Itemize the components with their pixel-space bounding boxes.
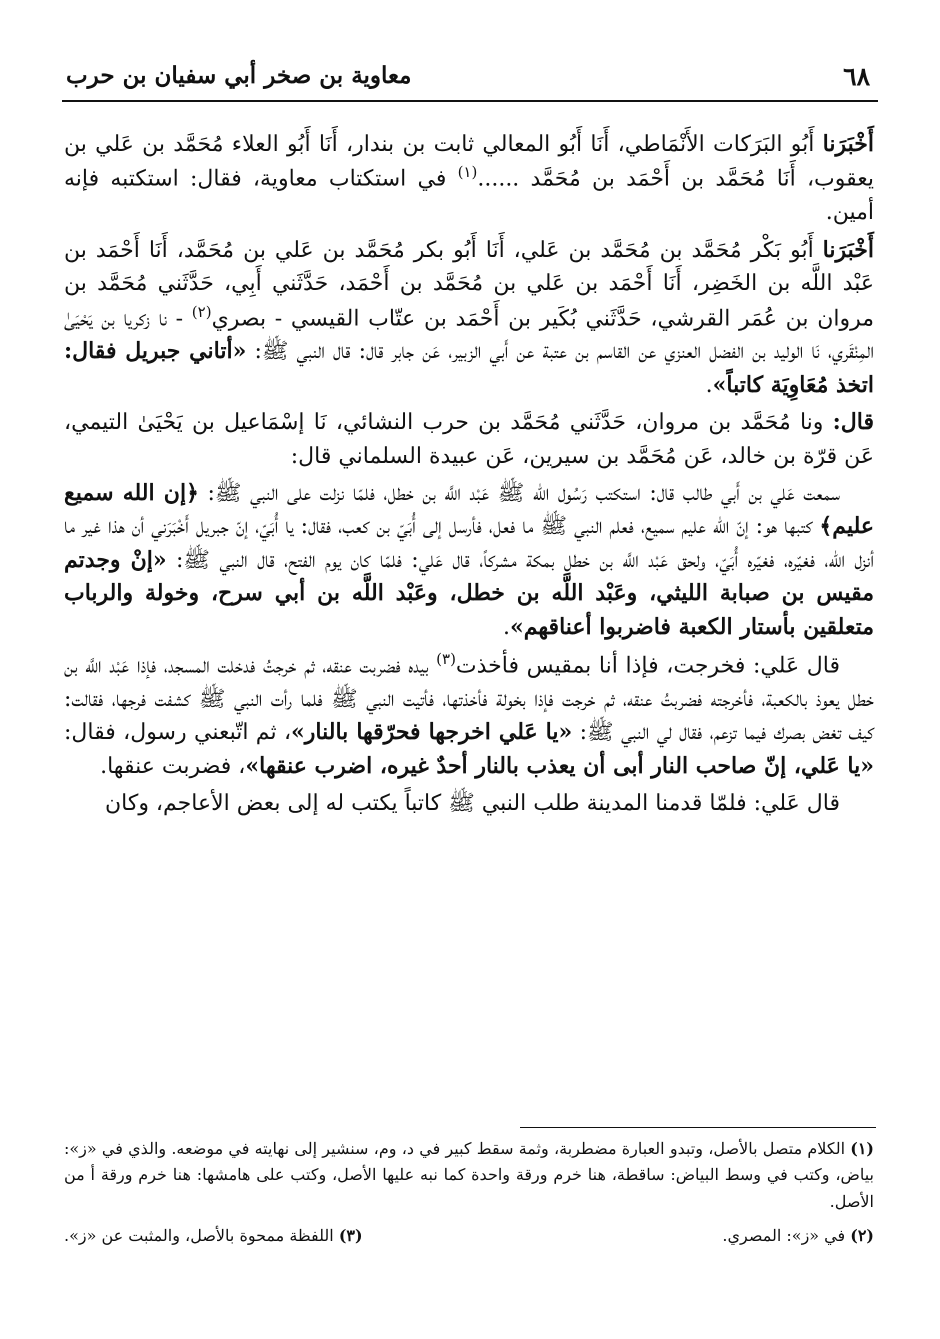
- footnote-rule: [520, 1127, 876, 1128]
- paragraph-text: .: [503, 614, 511, 640]
- footnote-1: [64, 1136, 874, 1215]
- lead-word: أَخْبَرَنا: [822, 131, 874, 157]
- footnote-marker: (٣): [436, 650, 456, 669]
- footnote-number: (٢): [850, 1226, 874, 1246]
- header-rule: [62, 100, 878, 102]
- paragraph-text: أَبُو بَكْر مُحَمَّد بن مُحَمَّد بن عَلي، أَنَا أَبُو بكر مُحَمَّد بن عَلي بن مُحَمَّد، أَنَا أَحْمَد بن عَبْد اللَّه بن الخَضِر، أَنَا أَحْمَد بن عَلي بن مُحَمَّد بن أَحْمَد، حَدَّثَني أَبِي، حَدَّثَني مُحَمَّد بن مروان بن عُمَر القرشي، حَدَّثَني بُكَير بن أَحْمَد بن عتّاب القيسي - بصري: [64, 237, 875, 331]
- page-header: [66, 58, 874, 98]
- footnote-marker: (٢): [191, 302, 212, 321]
- paragraph-text: قال عَلي: فخرجت، فإذا أنا بمقيس فأخذت: [455, 653, 841, 679]
- quran-quote: ﴿إن الله سميع عليم﴾: [64, 480, 874, 540]
- paragraph-1: [64, 128, 874, 230]
- paragraph-text: بيده فضربت عنقه، ثم خرجتُ فدخلت المسجد، فإذا عَبْد اللَّه بن خطل يعوذ بالكعبة، فأخرجته فضربتُ عنقه، ثم خرجت فإذا بخولة فأخذتها، فأتيت النبي ﷺ فلما رأت النبي ﷺ كشفت فرجها، فقالت: كيف تغض بصرك فيما تزعم، فقال لي النبي ﷺ:: [64, 653, 874, 746]
- paragraph-3: [64, 406, 874, 473]
- footnotes: [64, 1136, 874, 1250]
- hadith-quote: «يا عَلي اخرجها فحرّقها بالنار»: [291, 719, 573, 746]
- paragraph-4: [64, 477, 874, 644]
- footnote-number: (٣): [338, 1226, 363, 1246]
- running-title: معاوية بن صخر أبي سفيان بن حرب: [66, 62, 412, 89]
- hadith-quote: «يا عَلي، إنّ صاحب النار أبى أن يعذب بالنار أحدٌ غيره، اضرب عنقها»: [245, 752, 874, 779]
- footnote-text: في «ز»: المصري.: [722, 1226, 846, 1246]
- paragraph-text: ، فضربت عنقها.: [100, 753, 246, 779]
- paragraph-text: - نا زكريا بن يَحْيَىٰ المِنْقَري، نَا الوليد بن الفضل العنزي عن القاسم بن عتبة عن أَبي الزبير، عَن جابر قال: قال النبي ﷺ:: [64, 305, 874, 365]
- paragraph-text: كتبها هو: إنّ الله عليم سميع، فعلم النبي ﷺ ما فعل، فأرسل إلى أُبَيّ بن كعب، فقال: يا أُبَيّ، إنّ جبريل أَخْبَرَني أن هذا غير ما أنزل الله، فغيّره، فغيّره أُبَيّ، ولحق عَبْد اللَّه بن خطل بمكة مشركاً، قال عَلي: فلمّا كان يوم الفتح، قال النبي ﷺ:: [64, 514, 874, 573]
- main-text: [64, 128, 874, 825]
- footnote-3: [64, 1223, 363, 1249]
- paragraph-5: [64, 648, 874, 783]
- lead-word: أَخْبَرَنا: [822, 236, 874, 263]
- paragraph-text: قال عَلي: فلمّا قدمنا المدينة طلب النبي ﷺ كاتباً يكتب له إلى بعض الأعاجم، وكان: [104, 791, 840, 817]
- footnote-number: (١): [850, 1139, 874, 1158]
- hadith-quote: «إنْ وجدتم مقيس بن صبابة الليثي، وعَبْد اللَّه بن خطل، وعَبْد اللَّه بن أبي سرح، وخولة والرباب متعلقين بأستار الكعبة فاضربوا أعناقهم»: [64, 546, 874, 640]
- paragraph-text: سمعت عَلي بن أَبي طالب قال: استكتب رَسُول الله ﷺ عَبْد اللَّه بن خطل، فلمّا نزلت على النبي ﷺ:: [198, 481, 841, 507]
- paragraph-6: [64, 787, 874, 820]
- footnote-text: اللفظة ممحوة بالأصل، والمثبت عن «ز».: [64, 1226, 334, 1246]
- lead-word: قال:: [832, 409, 874, 436]
- paragraph-text: .: [705, 372, 713, 398]
- paragraph-2: [64, 234, 874, 403]
- page-number: ٦٨: [843, 62, 870, 91]
- paragraph-text: ونا مُحَمَّد بن مروان، حَدَّثَني مُحَمَّد بن حرب النشائي، نَا إسْمَاعيل بن يَحْيَىٰ التيمي، عَن قرّة بن خالد، عَن مُحَمَّد بن سيرين، عَن عبيدة السلماني قال:: [64, 410, 874, 469]
- paragraph-text: في استكتاب معاوية، فقال: استكتبه فإنه أمين.: [64, 166, 874, 226]
- footnote-text: الكلام متصل بالأصل، وتبدو العبارة مضطربة، وثمة سقط كبير في د، وم، سنشير إلى نهايته في موضعه. والذي في «ز»: بياض، وكتب في وسط البياض: ساقطة، هنا خرم ورقة واحدة كما نبه عليها الأصل، وكتب على هامشها: هنا خرم ورقة أ من الأصل.: [64, 1139, 874, 1211]
- footnote-row: [64, 1223, 874, 1249]
- footnote-marker: (١): [457, 163, 478, 182]
- paragraph-text: ، ثم اتّبعني رسول، فقال:: [64, 720, 292, 746]
- footnote-2: [722, 1223, 874, 1249]
- paragraph-text: أَبُو البَرَكات الأَنْمَاطي، أَنَا أَبُو المعالي ثابت بن بندار، أَنَا أَبُو العلاء مُحَمَّد بن عَلي بن يعقوب، أَنَا مُحَمَّد بن أَحْمَد بن مُحَمَّد ......: [64, 132, 874, 192]
- hadith-quote: «أتاني جبريل فقال: اتخذ مُعَاوِيَة كاتباً»: [64, 338, 874, 398]
